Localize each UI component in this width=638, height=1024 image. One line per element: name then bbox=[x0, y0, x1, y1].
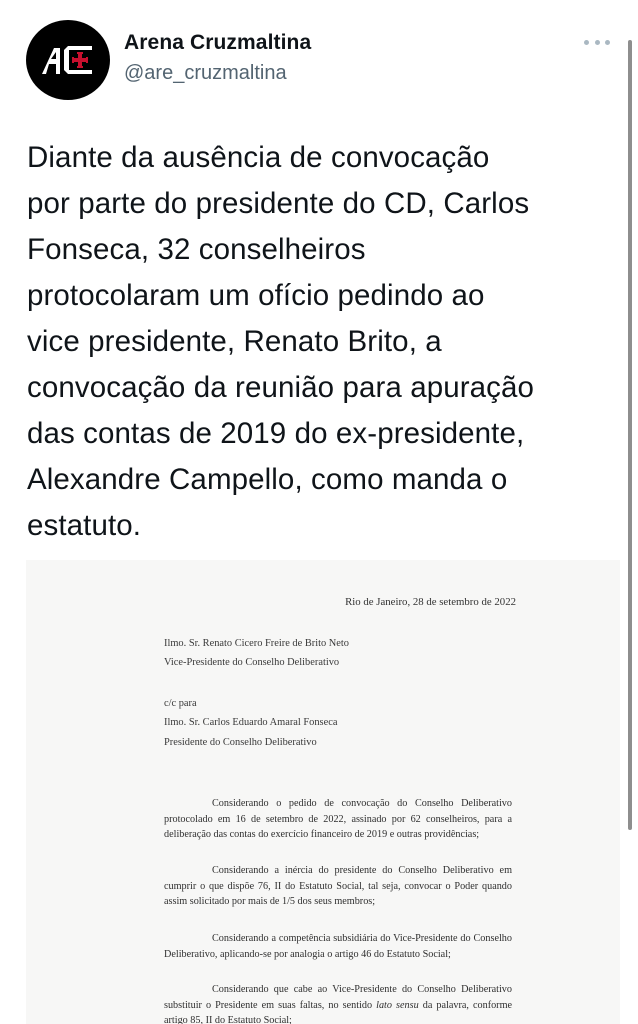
tweet-text-line: das contas de 2019 do ex-presidente, bbox=[27, 417, 525, 450]
tweet-text bbox=[27, 135, 619, 549]
document-paragraph: Considerando que cabe ao Vice-Presidente do Conselho Deliberativo substituir o Presidente em suas faltas, no sentido lato sensu da palavra, conforme artigo 85, II do Estatuto Social; bbox=[164, 984, 513, 1024]
document-paragraph: Considerando o pedido de convocação do Conselho Deliberativo protocolado em 16 de setembro de 2022, assinado por 62 conselheiros, para a deliberação das contas do exercício financeiro de 2019 e outras providências; bbox=[164, 798, 512, 840]
tweet-text-line: convocação da reunião para apuração bbox=[27, 371, 535, 404]
cross-of-christ-icon bbox=[72, 52, 88, 68]
attached-document-image[interactable] bbox=[26, 560, 620, 1024]
avatar[interactable] bbox=[26, 20, 110, 100]
document-paragraph: Considerando a inércia do presidente do Conselho Deliberativo em cumprir o que dispõe 76, II do Estatuto Social, tal seja, convocar o Poder quando assim solicitado por mais de 1/5 dos seus membros; bbox=[164, 865, 512, 907]
document-paragraph: Considerando a competência subsidiária do Vice-Presidente do Conselho Deliberativo, aplicando-se por analogia o artigo 46 do Estatuto Social; bbox=[164, 933, 512, 960]
scrollbar[interactable] bbox=[628, 40, 632, 830]
tweet-text-line: Diante da ausência de convocação bbox=[27, 141, 490, 174]
document-cc-name: Ilmo. Sr. Carlos Eduardo Amaral Fonseca bbox=[164, 717, 338, 728]
more-icon[interactable] bbox=[584, 38, 610, 46]
account-handle[interactable]: @are_cruzmaltina bbox=[124, 62, 287, 84]
tweet-text-line: por parte do presidente do CD, Carlos bbox=[27, 187, 530, 220]
document-recipient-title: Vice-Presidente do Conselho Deliberativo bbox=[164, 657, 340, 668]
tweet-header bbox=[26, 20, 616, 100]
account-name[interactable]: Arena Cruzmaltina bbox=[124, 31, 312, 54]
avatar-logo bbox=[38, 40, 98, 80]
tweet-text-line: vice presidente, Renato Brito, a bbox=[27, 325, 442, 358]
document-cc-label: c/c para bbox=[164, 698, 197, 709]
document-cc-title: Presidente do Conselho Deliberativo bbox=[164, 737, 317, 748]
tweet-text-line: Alexandre Campello, como manda o bbox=[27, 463, 508, 496]
tweet-text-line: estatuto. bbox=[27, 509, 142, 542]
tweet-text-line: Fonseca, 32 conselheiros bbox=[27, 233, 366, 266]
document-date: Rio de Janeiro, 28 de setembro de 2022 bbox=[345, 596, 516, 608]
tweet-text-line: protocolaram um ofício pedindo ao bbox=[27, 279, 485, 312]
document-recipient-name: Ilmo. Sr. Renato Cicero Freire de Brito Neto bbox=[164, 638, 349, 649]
